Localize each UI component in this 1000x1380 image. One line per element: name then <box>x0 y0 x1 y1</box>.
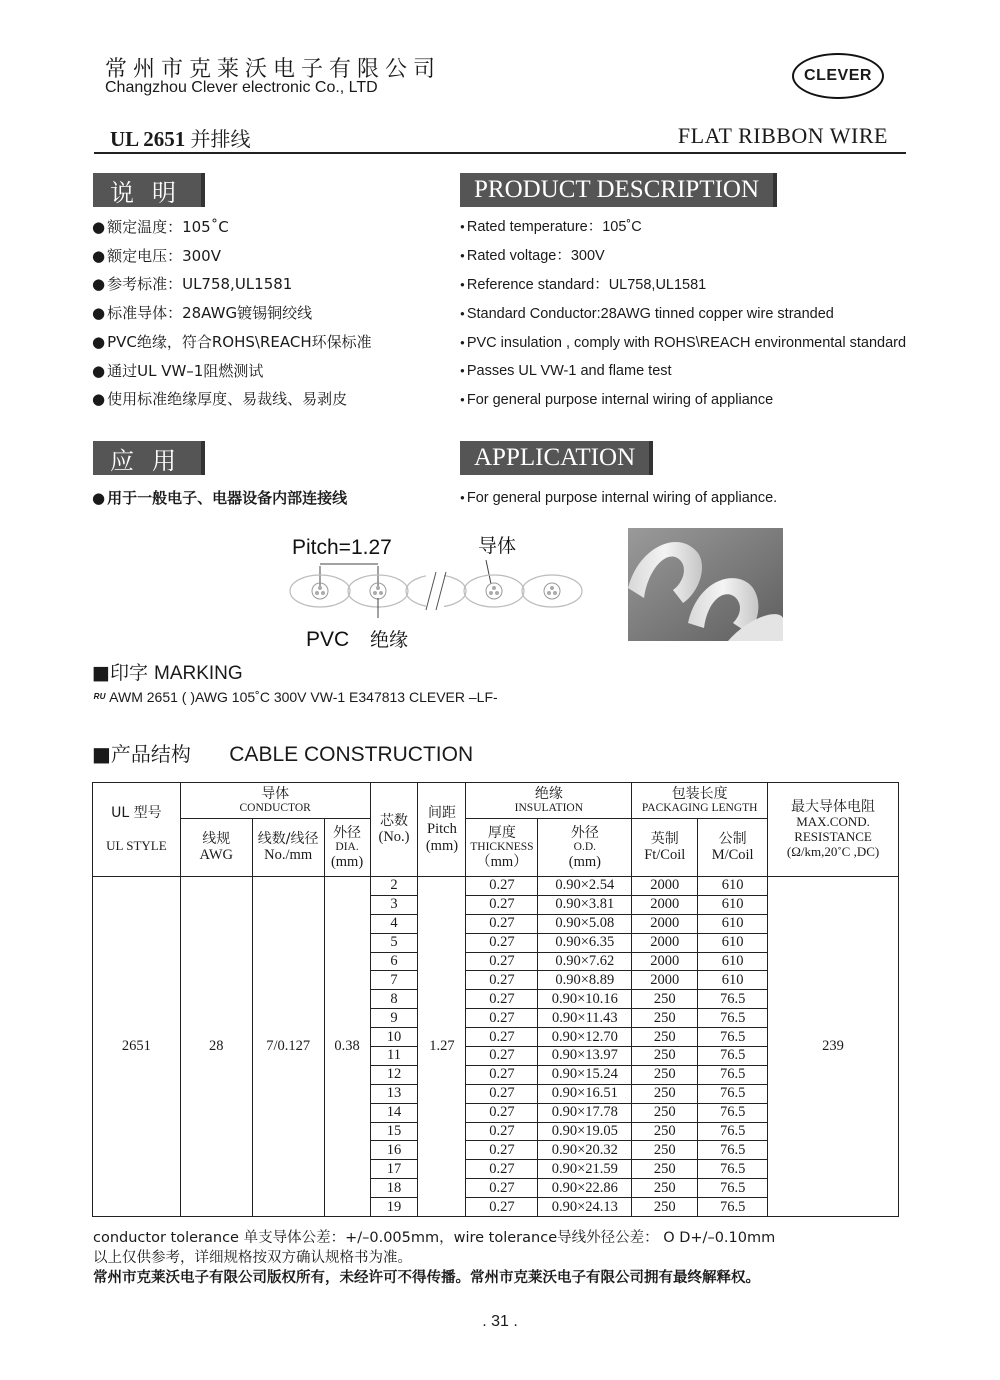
conductor-label: 导体 <box>478 535 517 557</box>
cores-cell: 18 <box>370 1179 418 1198</box>
m-coil-cell: 76.5 <box>698 990 768 1009</box>
list-item: ● 额定温度：105˚C <box>92 213 372 242</box>
od-header: 外径 O.D. (mm) <box>538 819 632 877</box>
thickness-cell: 0.27 <box>466 933 538 952</box>
thickness-cell: 0.27 <box>466 1141 538 1160</box>
cores-cell: 19 <box>370 1198 418 1217</box>
list-item: ● 用于一般电子、电器设备内部连接线 <box>92 484 347 513</box>
thickness-cell: 0.27 <box>466 1160 538 1179</box>
ft-coil-cell: 250 <box>632 990 698 1009</box>
od-cell: 0.90×8.89 <box>538 971 632 990</box>
m-coil-cell: 76.5 <box>698 1160 768 1179</box>
ft-coil-header: 英制 Ft/Coil <box>632 819 698 877</box>
strand-cell: 7/0.127 <box>252 877 324 1217</box>
m-coil-cell: 610 <box>698 895 768 914</box>
awg-header: 线规 AWG <box>180 819 252 877</box>
cores-cell: 5 <box>370 933 418 952</box>
ul-style-cell: 2651 <box>93 877 181 1217</box>
od-cell: 0.90×17.78 <box>538 1103 632 1122</box>
packaging-header: 包装长度 PACKAGING LENGTH <box>632 783 768 819</box>
m-coil-cell: 76.5 <box>698 1047 768 1066</box>
cores-cell: 3 <box>370 895 418 914</box>
ft-coil-cell: 2000 <box>632 952 698 971</box>
pitch-cell: 1.27 <box>418 877 466 1217</box>
construction-heading-en: CABLE CONSTRUCTION <box>229 743 474 766</box>
m-coil-cell: 76.5 <box>698 1141 768 1160</box>
cores-cell: 8 <box>370 990 418 1009</box>
cores-cell: 14 <box>370 1103 418 1122</box>
company-name-en: Changzhou Clever electronic Co., LTD <box>105 79 378 96</box>
thickness-cell: 0.27 <box>466 1084 538 1103</box>
od-cell: 0.90×12.70 <box>538 1028 632 1047</box>
insulation-label: 绝缘 <box>370 629 409 651</box>
thickness-cell: 0.27 <box>466 971 538 990</box>
thickness-header: 厚度 THICKNESS （mm） <box>466 819 538 877</box>
dia-header: 外径 DIA. (mm) <box>324 819 370 877</box>
ul-recognized-icon: ᴿᵁ <box>93 691 106 705</box>
m-coil-cell: 76.5 <box>698 1084 768 1103</box>
ft-coil-cell: 250 <box>632 1141 698 1160</box>
od-cell: 0.90×22.86 <box>538 1179 632 1198</box>
construction-heading-cn: ■产品结构 <box>92 742 191 766</box>
m-coil-cell: 76.5 <box>698 1028 768 1047</box>
ft-coil-cell: 250 <box>632 1084 698 1103</box>
m-coil-cell: 76.5 <box>698 1065 768 1084</box>
pvc-label: PVC <box>306 628 350 651</box>
table-row <box>93 877 899 896</box>
list-item: ● PVC insulation , comply with ROHS\REACH environmental standard <box>460 329 906 358</box>
list-item: ● 参考标准：UL758,UL1581 <box>92 270 372 299</box>
application-heading-cn: 应用 <box>93 441 205 475</box>
cores-cell: 6 <box>370 952 418 971</box>
od-cell: 0.90×2.54 <box>538 877 632 896</box>
list-item: ● 标准导体：28AWG镀锡铜绞线 <box>92 299 372 328</box>
list-item: ● 使用标准绝缘厚度、易裁线、易剥皮 <box>92 385 372 414</box>
ft-coil-cell: 250 <box>632 1065 698 1084</box>
od-cell: 0.90×7.62 <box>538 952 632 971</box>
list-item: ● 通过UL VW–1阻燃测试 <box>92 357 372 386</box>
cores-cell: 12 <box>370 1065 418 1084</box>
dia-cell: 0.38 <box>324 877 370 1217</box>
cores-cell: 10 <box>370 1028 418 1047</box>
cores-cell: 16 <box>370 1141 418 1160</box>
logo-text: CLEVER <box>804 67 872 84</box>
ft-coil-cell: 2000 <box>632 933 698 952</box>
od-cell: 0.90×20.32 <box>538 1141 632 1160</box>
list-item: ● Standard Conductor:28AWG tinned copper wire stranded <box>460 300 906 329</box>
list-item: ● Rated voltage：300V <box>460 242 906 271</box>
ul-style-header: UL 型号 UL STYLE <box>93 783 181 877</box>
ft-coil-cell: 250 <box>632 1103 698 1122</box>
tolerance-note: conductor tolerance 单支导体公差：+/–0.005mm，wire tolerance导线外径公差： O D+/–0.10mm <box>93 1230 776 1246</box>
m-coil-cell: 610 <box>698 971 768 990</box>
marking-heading <box>92 658 243 685</box>
thickness-cell: 0.27 <box>466 990 538 1009</box>
list-item: ● Rated temperature：105˚C <box>460 213 906 242</box>
m-coil-cell: 76.5 <box>698 1009 768 1028</box>
copyright-note: 常州市克莱沃电子有限公司版权所有，未经许可不得传播。常州市克莱沃电子有限公司拥有最终解释权。 <box>93 1270 760 1286</box>
cable-construction-table <box>92 782 899 1217</box>
cores-cell: 11 <box>370 1047 418 1066</box>
cores-header: 芯数 (No.) <box>370 783 418 877</box>
application-heading-en: APPLICATION <box>460 441 653 475</box>
m-coil-cell: 610 <box>698 933 768 952</box>
marking-heading-cn: ■印字 <box>92 662 148 684</box>
ft-coil-cell: 250 <box>632 1122 698 1141</box>
list-item: ● Reference standard：UL758,UL1581 <box>460 271 906 300</box>
marking-text: AWM 2651 ( )AWG 105˚C 300V VW-1 E347813 CLEVER –LF- <box>109 689 498 705</box>
thickness-cell: 0.27 <box>466 952 538 971</box>
description-list-en <box>460 213 906 415</box>
strand-header: 线数/线径 No./mm <box>252 819 324 877</box>
description-list-cn <box>92 213 372 414</box>
thickness-cell: 0.27 <box>466 877 538 896</box>
od-cell: 0.90×13.97 <box>538 1047 632 1066</box>
cores-cell: 4 <box>370 914 418 933</box>
cores-cell: 15 <box>370 1122 418 1141</box>
ribbon-cable-photo <box>628 528 783 641</box>
thickness-cell: 0.27 <box>466 1103 538 1122</box>
od-cell: 0.90×16.51 <box>538 1084 632 1103</box>
table-body <box>93 877 899 1217</box>
reference-note: 以上仅供参考，详细规格按双方确认规格书为准。 <box>93 1250 412 1266</box>
m-coil-cell: 610 <box>698 952 768 971</box>
thickness-cell: 0.27 <box>466 914 538 933</box>
ribbon-cross-section-diagram <box>286 528 596 658</box>
m-coil-cell: 76.5 <box>698 1179 768 1198</box>
m-coil-cell: 76.5 <box>698 1198 768 1217</box>
page-number: . 31 . <box>482 1313 518 1330</box>
description-heading-cn: 说明 <box>93 173 205 207</box>
cable-construction-heading <box>92 738 473 767</box>
thickness-cell: 0.27 <box>466 895 538 914</box>
ft-coil-cell: 250 <box>632 1179 698 1198</box>
od-cell: 0.90×10.16 <box>538 990 632 1009</box>
cores-cell: 2 <box>370 877 418 896</box>
ft-coil-cell: 250 <box>632 1009 698 1028</box>
ft-coil-cell: 250 <box>632 1198 698 1217</box>
ft-coil-cell: 250 <box>632 1047 698 1066</box>
cores-cell: 17 <box>370 1160 418 1179</box>
m-coil-cell: 76.5 <box>698 1122 768 1141</box>
model-number: UL 2651 <box>110 127 186 151</box>
list-item: ● PVC绝缘，符合ROHS\REACH环保标准 <box>92 328 372 357</box>
thickness-cell: 0.27 <box>466 1198 538 1217</box>
insulation-header: 绝缘 INSULATION <box>466 783 632 819</box>
od-cell: 0.90×15.24 <box>538 1065 632 1084</box>
clever-logo <box>792 53 884 99</box>
conductor-header: 导体 CONDUCTOR <box>180 783 370 819</box>
company-name-cn: 常州市克莱沃电子有限公司 <box>105 57 442 82</box>
list-item: ● 额定电压：300V <box>92 242 372 271</box>
application-list-cn <box>92 484 347 513</box>
od-cell: 0.90×21.59 <box>538 1160 632 1179</box>
m-coil-cell: 610 <box>698 877 768 896</box>
ft-coil-cell: 2000 <box>632 877 698 896</box>
ft-coil-cell: 2000 <box>632 895 698 914</box>
resistance-header: 最大导体电阻 MAX.COND. RESISTANCE (Ω/km,20˚C ,DC) <box>768 783 899 877</box>
od-cell: 0.90×6.35 <box>538 933 632 952</box>
od-cell: 0.90×11.43 <box>538 1009 632 1028</box>
pitch-header: 间距 Pitch (mm) <box>418 783 466 877</box>
od-cell: 0.90×24.13 <box>538 1198 632 1217</box>
cores-cell: 9 <box>370 1009 418 1028</box>
marking-heading-en: MARKING <box>154 663 243 684</box>
m-coil-header: 公制 M/Coil <box>698 819 768 877</box>
title-divider <box>94 152 906 154</box>
thickness-cell: 0.27 <box>466 1028 538 1047</box>
ft-coil-cell: 250 <box>632 1028 698 1047</box>
description-heading-en: PRODUCT DESCRIPTION <box>460 173 777 207</box>
awg-cell: 28 <box>180 877 252 1217</box>
m-coil-cell: 610 <box>698 914 768 933</box>
ft-coil-cell: 2000 <box>632 914 698 933</box>
marking-text-line <box>93 689 498 705</box>
list-item: ● For general purpose internal wiring of appliance <box>460 386 906 415</box>
ft-coil-cell: 2000 <box>632 971 698 990</box>
resistance-cell: 239 <box>768 877 899 1217</box>
cores-cell: 13 <box>370 1084 418 1103</box>
thickness-cell: 0.27 <box>466 1065 538 1084</box>
application-list-en <box>460 484 777 513</box>
list-item: ● Passes UL VW-1 and flame test <box>460 357 906 386</box>
od-cell: 0.90×3.81 <box>538 895 632 914</box>
thickness-cell: 0.27 <box>466 1009 538 1028</box>
ft-coil-cell: 250 <box>632 1160 698 1179</box>
od-cell: 0.90×5.08 <box>538 914 632 933</box>
m-coil-cell: 76.5 <box>698 1103 768 1122</box>
pitch-label: Pitch=1.27 <box>292 536 392 559</box>
product-title <box>110 123 251 152</box>
thickness-cell: 0.27 <box>466 1047 538 1066</box>
od-cell: 0.90×19.05 <box>538 1122 632 1141</box>
cores-cell: 7 <box>370 971 418 990</box>
list-item: ● For general purpose internal wiring of appliance. <box>460 484 777 513</box>
model-name-cn: 并排线 <box>190 127 251 151</box>
thickness-cell: 0.27 <box>466 1179 538 1198</box>
product-title-en: FLAT RIBBON WIRE <box>677 123 888 148</box>
thickness-cell: 0.27 <box>466 1122 538 1141</box>
